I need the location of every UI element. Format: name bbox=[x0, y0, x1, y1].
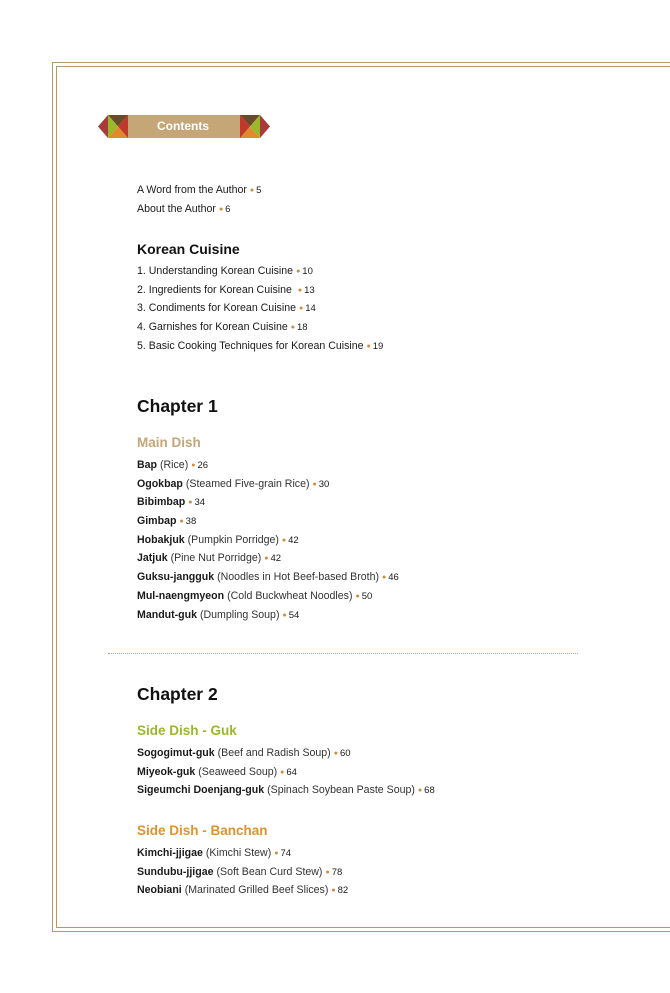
toc-entry[interactable]: 3. Condiments for Korean Cuisine ● 14 bbox=[137, 302, 316, 315]
korean-cuisine-section bbox=[137, 240, 607, 355]
toc-entry[interactable]: Kimchi-jjigae (Kimchi Stew) ● 74 bbox=[137, 847, 292, 860]
toc-entry[interactable]: Ogokbap (Steamed Five-grain Rice) ● 30 bbox=[137, 477, 330, 490]
toc-entry[interactable]: 2. Ingredients for Korean Cuisine ● 13 bbox=[137, 283, 315, 296]
category-side-dish-guk: Side Dish - Guk bbox=[137, 723, 237, 738]
toc-entry[interactable]: Mandut-guk (Dumpling Soup) ● 54 bbox=[137, 608, 300, 621]
toc-entry[interactable]: Miyeok-guk (Seaweed Soup) ● 64 bbox=[137, 765, 297, 778]
category-main-dish: Main Dish bbox=[137, 435, 201, 450]
toc-entry[interactable]: Sundubu-jjigae (Soft Bean Curd Stew) ● 78 bbox=[137, 865, 343, 878]
toc-entry[interactable]: 1. Understanding Korean Cuisine ● 10 bbox=[137, 265, 313, 277]
banner-title: Contents bbox=[157, 119, 209, 133]
chapter-1-section bbox=[137, 394, 607, 624]
section-heading: Korean Cuisine bbox=[137, 241, 240, 257]
chapter-heading: Chapter 2 bbox=[137, 684, 218, 704]
chapter-heading: Chapter 1 bbox=[137, 396, 218, 416]
toc-entry[interactable]: Sogogimut-guk (Beef and Radish Soup) ● 60 bbox=[137, 747, 351, 759]
toc-entry[interactable]: Jatjuk (Pine Nut Porridge) ● 42 bbox=[137, 552, 282, 565]
front-matter bbox=[137, 181, 607, 218]
toc-entry[interactable]: Mul-naengmyeon (Cold Buckwheat Noodles) ● 50 bbox=[137, 589, 373, 602]
toc-entry[interactable]: Hobakjuk (Pumpkin Porridge) ● 42 bbox=[137, 533, 299, 546]
toc-entry[interactable]: Sigeumchi Doenjang-guk (Spinach Soybean Paste Soup) ● 68 bbox=[137, 784, 435, 797]
toc-entry[interactable]: Bap (Rice) ● 26 bbox=[137, 459, 209, 471]
contents-banner bbox=[98, 115, 270, 138]
toc-entry[interactable]: Gimbap ● 38 bbox=[137, 515, 197, 528]
toc-entry[interactable]: Neobiani (Marinated Grilled Beef Slices) ● 82 bbox=[137, 884, 349, 897]
category-side-dish-banchan: Side Dish - Banchan bbox=[137, 823, 268, 839]
toc-entry[interactable]: A Word from the Author ● 5 bbox=[137, 184, 262, 196]
toc-entry[interactable]: Guksu-jangguk (Noodles in Hot Beef-based Broth) ● 46 bbox=[137, 571, 399, 584]
toc-entry[interactable]: Bibimbap ● 34 bbox=[137, 496, 206, 509]
toc-entry[interactable]: 4. Garnishes for Korean Cuisine ● 18 bbox=[137, 321, 308, 334]
toc-entry[interactable]: 5. Basic Cooking Techniques for Korean Cuisine ● 19 bbox=[137, 339, 384, 352]
section-divider bbox=[108, 653, 578, 654]
chapter-2-section bbox=[137, 682, 607, 900]
toc-entry[interactable]: About the Author ● 6 bbox=[137, 202, 231, 215]
